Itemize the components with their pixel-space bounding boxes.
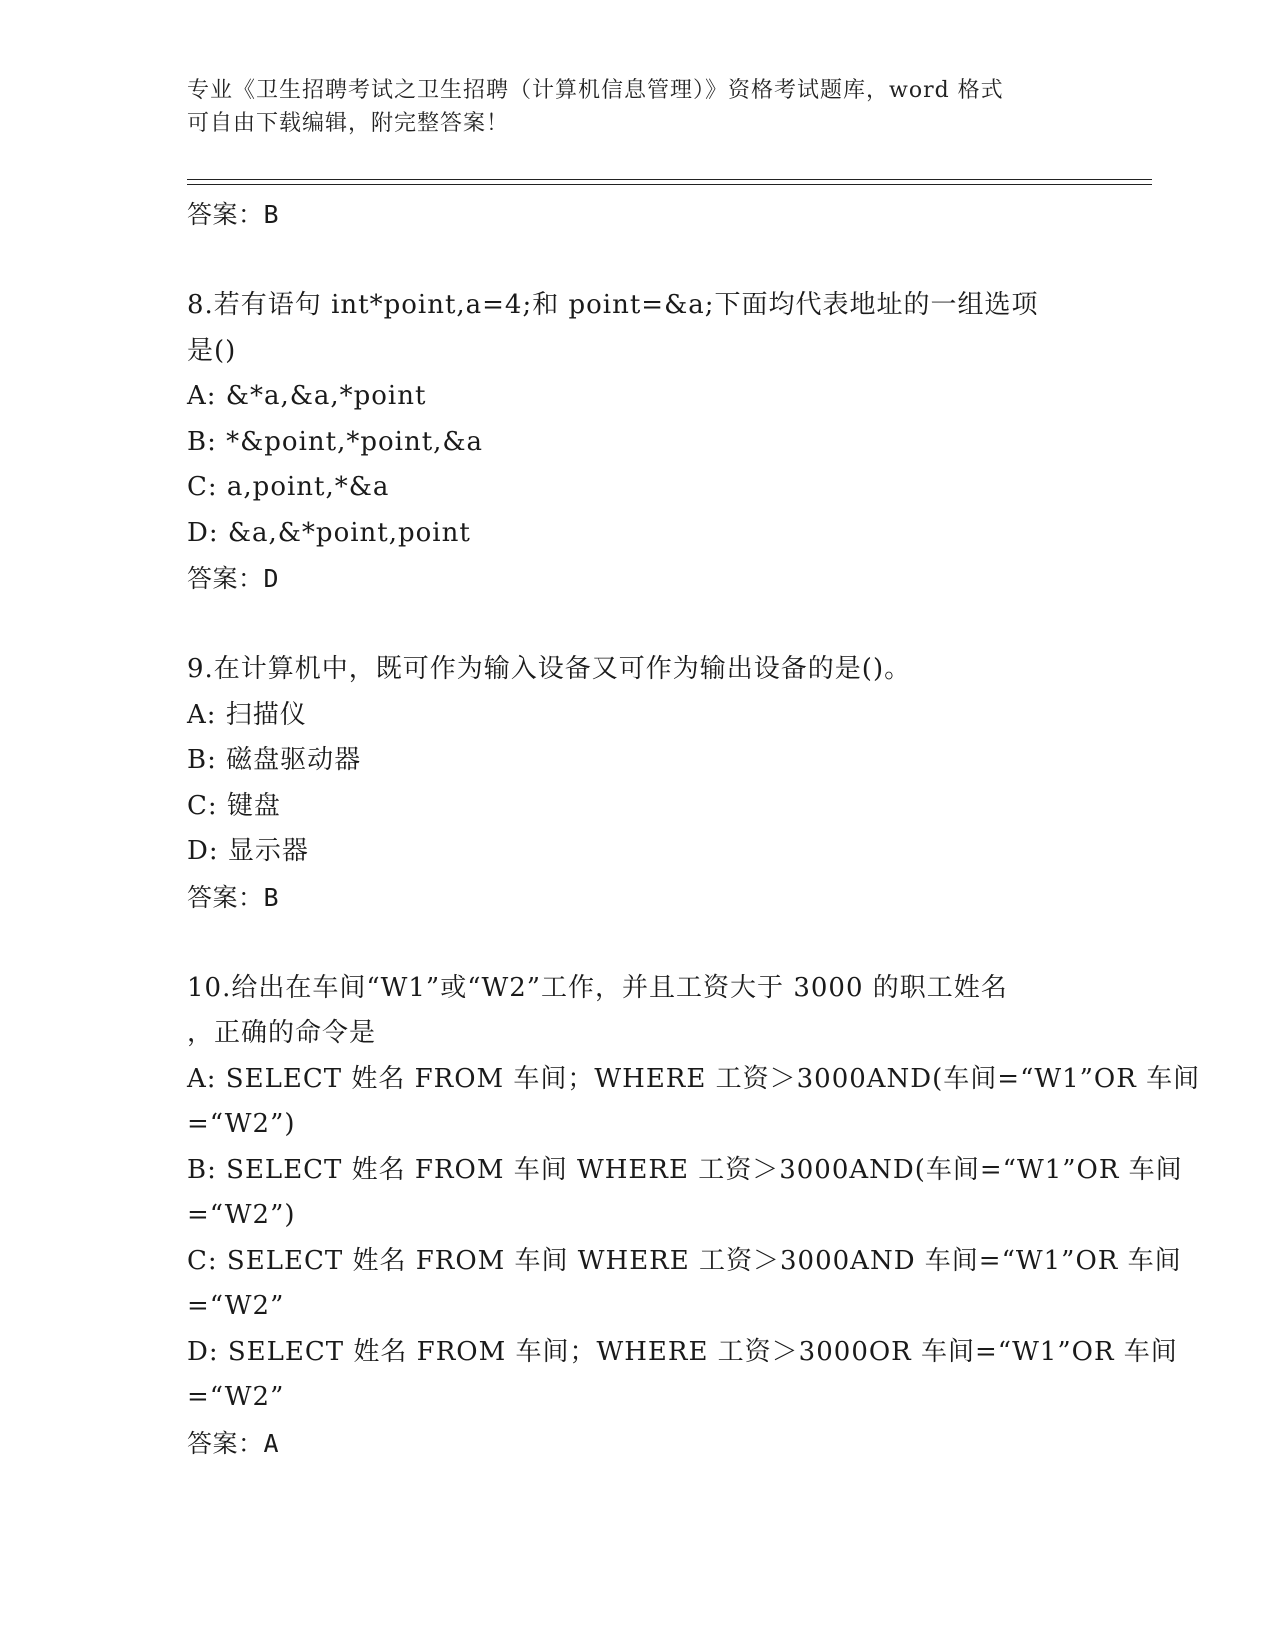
option-b-continued: =“W2”) [187, 1200, 296, 1230]
spacer [187, 920, 1147, 966]
header-divider-bottom [187, 184, 1152, 185]
header-title-line-1: 专业《卫生招聘考试之卫生招聘（计算机信息管理）》资格考试题库，word 格式 [187, 78, 1004, 103]
question-8 [187, 283, 1147, 602]
header-title-line-2: 可自由下载编辑，附完整答案！ [187, 111, 510, 136]
document-header [187, 74, 1087, 140]
option-d-continued: =“W2” [187, 1382, 285, 1412]
answer: 答案：B [187, 882, 280, 912]
previous-question-answer: 答案：B [187, 200, 280, 229]
answer: 答案：D [187, 564, 280, 593]
question-9 [187, 647, 1147, 920]
header-divider-top [187, 179, 1152, 180]
option-c: C: SELECT 姓名 FROM 车间 WHERE 工资＞3000AND 车间=“W1”OR 车间 [187, 1245, 1182, 1276]
option-c-continued: =“W2” [187, 1291, 285, 1321]
question-stem-continued: ，正确的命令是 [187, 1018, 377, 1048]
question-list [187, 192, 1201, 1466]
option-a-continued: =“W2”) [187, 1109, 296, 1139]
question-stem: 8.若有语句 int*point,a=4;和 point=&a;下面均代表地址的一组选项 [187, 290, 1039, 320]
option-d: D: SELECT 姓名 FROM 车间；WHERE 工资＞3000OR 车间=“W1”OR 车间 [187, 1336, 1178, 1367]
option-a: A: &*a,&a,*point [187, 381, 427, 411]
option-a: A: 扫描仪 [187, 699, 307, 730]
option-b: B: *&point,*point,&a [187, 426, 484, 457]
option-d: D: &a,&*point,point [187, 517, 471, 548]
option-c: C: 键盘 [187, 790, 281, 821]
option-a: A: SELECT 姓名 FROM 车间；WHERE 工资＞3000AND(车间=“W1”OR 车间 [187, 1063, 1201, 1094]
option-d: D: 显示器 [187, 836, 309, 866]
question-stem: 9.在计算机中，既可作为输入设备又可作为输出设备的是()。 [187, 654, 912, 684]
option-b: B: 磁盘驱动器 [187, 745, 362, 775]
question-10 [187, 966, 1201, 1467]
option-b: B: SELECT 姓名 FROM 车间 WHERE 工资＞3000AND(车间=“W1”OR 车间 [187, 1154, 1183, 1185]
spacer [187, 602, 1147, 648]
question-stem-continued: 是() [187, 335, 237, 366]
option-c: C: a,point,*&a [187, 472, 390, 502]
question-stem: 10.给出在车间“W1”或“W2”工作，并且工资大于 3000 的职工姓名 [187, 972, 1008, 1003]
answer: 答案：A [187, 1428, 280, 1458]
spacer [187, 238, 1147, 284]
